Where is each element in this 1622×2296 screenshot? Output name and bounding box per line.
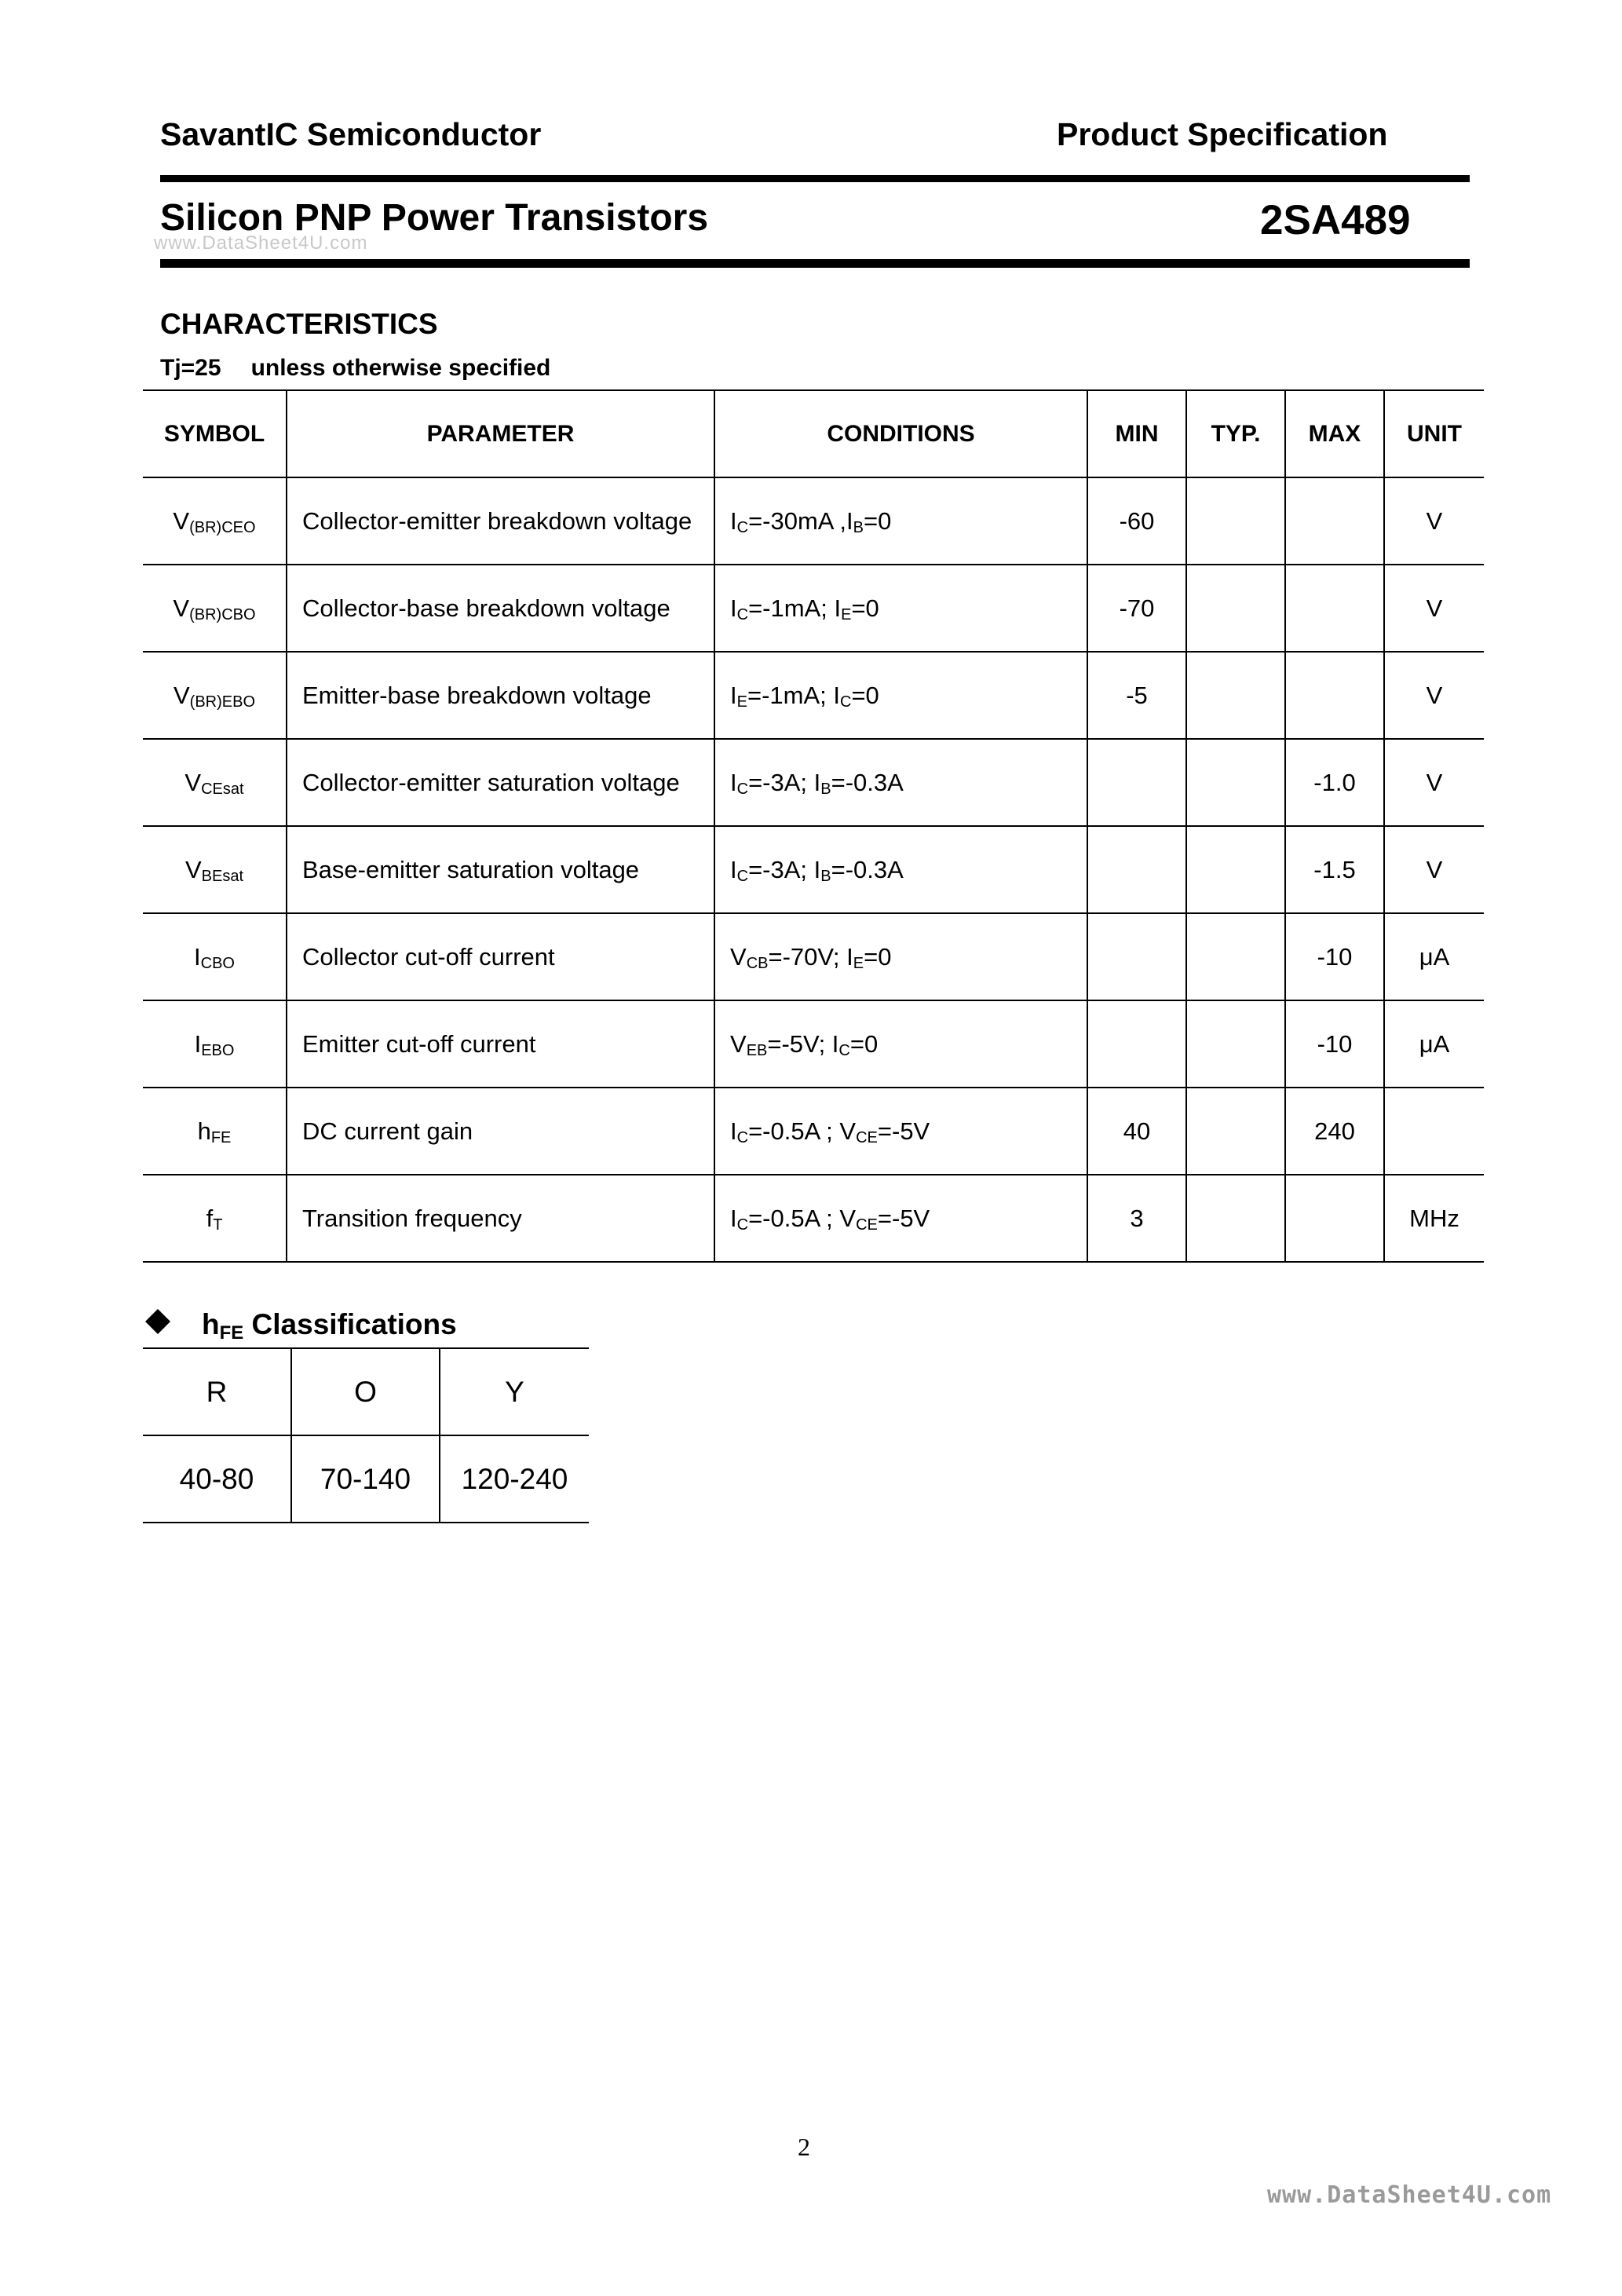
max-cell: 240 bbox=[1285, 1088, 1384, 1175]
conditions-cell: $V_{EB}=-5V$; $I_C=0$ bbox=[714, 1000, 1087, 1088]
unit-cell: MHz bbox=[1384, 1175, 1484, 1262]
table-row bbox=[143, 652, 1484, 739]
unit-cell: μA bbox=[1384, 913, 1484, 1000]
unit-cell: μA bbox=[1384, 1000, 1484, 1088]
symbol-cell: $V_{(BR)CEO}$ bbox=[143, 477, 287, 565]
unit-cell: V bbox=[1384, 477, 1484, 565]
header-divider-bottom bbox=[160, 259, 1470, 268]
unit-cell: V bbox=[1384, 826, 1484, 913]
table-row bbox=[143, 739, 1484, 826]
parameter-cell: Collector cut-off current bbox=[287, 913, 714, 1000]
unit-cell: V bbox=[1384, 739, 1484, 826]
typ-cell bbox=[1186, 739, 1285, 826]
symbol-cell: $V_{CEsat}$ bbox=[143, 739, 287, 826]
col-unit: UNIT bbox=[1384, 390, 1484, 477]
typ-cell bbox=[1186, 652, 1285, 739]
parameter-cell: Base-emitter saturation voltage bbox=[287, 826, 714, 913]
typ-cell bbox=[1186, 477, 1285, 565]
unless-specified-label: unless otherwise specified bbox=[250, 355, 551, 381]
conditions-cell: $V_{CB}=-70V$; $I_E=0$ bbox=[714, 913, 1087, 1000]
range-cell: 120-240 bbox=[440, 1435, 589, 1523]
conditions-cell: $I_E=-1mA$; $I_C=0$ bbox=[714, 652, 1087, 739]
typ-cell bbox=[1186, 913, 1285, 1000]
section-title: CHARACTERISTICS bbox=[160, 308, 438, 340]
temperature-label: Tj=25 bbox=[160, 355, 221, 381]
header-divider-top bbox=[160, 175, 1470, 182]
grade-cell: O bbox=[291, 1348, 440, 1435]
symbol-cell: $V_{BEsat}$ bbox=[143, 826, 287, 913]
symbol-cell: $h_{FE}$ bbox=[143, 1088, 287, 1175]
page-title: Silicon PNP Power Transistors bbox=[160, 197, 709, 239]
table-header-row bbox=[143, 390, 1484, 477]
parameter-cell: DC current gain bbox=[287, 1088, 714, 1175]
col-min: MIN bbox=[1087, 390, 1186, 477]
table-row bbox=[143, 1088, 1484, 1175]
table-row bbox=[143, 1175, 1484, 1262]
classifications-table bbox=[143, 1347, 589, 1523]
min-cell: -70 bbox=[1087, 565, 1186, 652]
max-cell: -1.0 bbox=[1285, 739, 1384, 826]
min-cell bbox=[1087, 913, 1186, 1000]
watermark-top: www.DataSheet4U.com bbox=[154, 232, 368, 254]
table-row bbox=[143, 565, 1484, 652]
symbol-cell: $f_T$ bbox=[143, 1175, 287, 1262]
min-cell bbox=[1087, 826, 1186, 913]
conditions-cell: $I_C=-30mA$ $,I_B=0$ bbox=[714, 477, 1087, 565]
max-cell: -1.5 bbox=[1285, 826, 1384, 913]
unit-cell: V bbox=[1384, 565, 1484, 652]
typ-cell bbox=[1186, 1175, 1285, 1262]
characteristics-table bbox=[143, 389, 1484, 1263]
typ-cell bbox=[1186, 1088, 1285, 1175]
grades-row bbox=[143, 1348, 589, 1435]
diamond-bullet-icon bbox=[144, 1308, 171, 1335]
max-cell bbox=[1285, 1175, 1384, 1262]
classifications-title: $h_{FE}$ Classifications bbox=[202, 1308, 457, 1344]
typ-cell bbox=[1186, 565, 1285, 652]
max-cell: -10 bbox=[1285, 913, 1384, 1000]
col-symbol: SYMBOL bbox=[143, 390, 287, 477]
conditions-cell: $I_C=-1mA$; $I_E=0$ bbox=[714, 565, 1087, 652]
conditions-cell: $I_C=-0.5A$ ; $V_{CE}=-5V$ bbox=[714, 1088, 1087, 1175]
symbol-cell: $V_{(BR)CBO}$ bbox=[143, 565, 287, 652]
range-cell: 70-140 bbox=[291, 1435, 440, 1523]
company-name: SavantIC Semiconductor bbox=[160, 116, 542, 152]
range-cell: 40-80 bbox=[143, 1435, 291, 1523]
min-cell bbox=[1087, 739, 1186, 826]
max-cell bbox=[1285, 652, 1384, 739]
conditions-cell: $I_C=-3A$; $I_B=-0.3A$ bbox=[714, 826, 1087, 913]
min-cell bbox=[1087, 1000, 1186, 1088]
min-cell: -60 bbox=[1087, 477, 1186, 565]
parameter-cell: Emitter cut-off current bbox=[287, 1000, 714, 1088]
part-number: 2SA489 bbox=[1260, 197, 1411, 243]
unit-cell bbox=[1384, 1088, 1484, 1175]
col-parameter: PARAMETER bbox=[287, 390, 714, 477]
conditions-cell: $I_C=-0.5A$ ; $V_{CE}=-5V$ bbox=[714, 1175, 1087, 1262]
unit-cell: V bbox=[1384, 652, 1484, 739]
document-type: Product Specification bbox=[1057, 116, 1388, 152]
col-conditions: CONDITIONS bbox=[714, 390, 1087, 477]
symbol-cell: $V_{(BR)EBO}$ bbox=[143, 652, 287, 739]
max-cell bbox=[1285, 565, 1384, 652]
conditions-cell: $I_C=-3A$; $I_B=-0.3A$ bbox=[714, 739, 1087, 826]
typ-cell bbox=[1186, 826, 1285, 913]
col-max: MAX bbox=[1285, 390, 1384, 477]
table-row bbox=[143, 477, 1484, 565]
parameter-cell: Collector-emitter breakdown voltage bbox=[287, 477, 714, 565]
min-cell: 3 bbox=[1087, 1175, 1186, 1262]
grade-cell: Y bbox=[440, 1348, 589, 1435]
max-cell: -10 bbox=[1285, 1000, 1384, 1088]
watermark-bottom: www.DataSheet4U.com bbox=[1267, 2181, 1552, 2209]
conditions-note bbox=[160, 355, 550, 382]
symbol-cell: $I_{EBO}$ bbox=[143, 1000, 287, 1088]
min-cell: -5 bbox=[1087, 652, 1186, 739]
table-row bbox=[143, 1000, 1484, 1088]
max-cell bbox=[1285, 477, 1384, 565]
ranges-row bbox=[143, 1435, 589, 1523]
col-typ: TYP. bbox=[1186, 390, 1285, 477]
parameter-cell: Collector-base breakdown voltage bbox=[287, 565, 714, 652]
typ-cell bbox=[1186, 1000, 1285, 1088]
parameter-cell: Emitter-base breakdown voltage bbox=[287, 652, 714, 739]
parameter-cell: Transition frequency bbox=[287, 1175, 714, 1262]
table-row bbox=[143, 826, 1484, 913]
grade-cell: R bbox=[143, 1348, 291, 1435]
min-cell: 40 bbox=[1087, 1088, 1186, 1175]
page-number: 2 bbox=[798, 2133, 810, 2161]
parameter-cell: Collector-emitter saturation voltage bbox=[287, 739, 714, 826]
table-row bbox=[143, 913, 1484, 1000]
symbol-cell: $I_{CBO}$ bbox=[143, 913, 287, 1000]
